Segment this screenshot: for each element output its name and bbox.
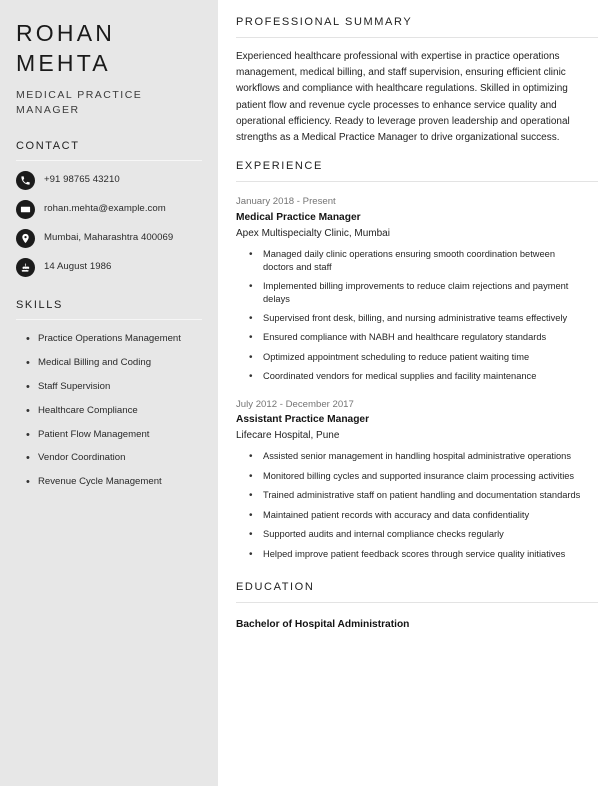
bullet-icon: • — [249, 312, 253, 324]
bullet-icon: • — [249, 548, 253, 560]
experience-bullet-text: Helped improve patient feedback scores through service quality initiatives — [263, 548, 566, 559]
candidate-job-title: MEDICAL PRACTICE MANAGER — [16, 88, 143, 116]
phone-icon — [16, 171, 35, 190]
list-item — [236, 331, 598, 346]
experience-bullet-list — [236, 248, 598, 385]
professional-summary-section — [236, 16, 598, 146]
bullet-icon: • — [249, 490, 253, 502]
main-content — [218, 0, 612, 792]
experience-divider — [236, 181, 598, 182]
contact-divider — [16, 160, 202, 161]
contact-heading: CONTACT — [16, 140, 80, 153]
contact-birthdate-value: 14 August 1986 — [44, 261, 112, 273]
experience-bullet-text: Optimized appointment scheduling to reduce patient waiting time — [263, 351, 530, 362]
experience-date: January 2018 - Present — [236, 196, 336, 208]
skill-label: Healthcare Compliance — [38, 404, 138, 416]
experience-date: July 2012 - December 2017 — [236, 398, 354, 410]
contact-location-value: Mumbai, Maharashtra 400069 — [44, 232, 174, 244]
list-item — [16, 380, 202, 395]
list-item — [16, 356, 202, 371]
experience-bullet-text: Maintained patient records with accuracy and data confidentiality — [263, 509, 530, 520]
bullet-icon: • — [26, 357, 30, 369]
bullet-icon: • — [249, 371, 253, 383]
experience-role: Medical Practice Manager — [236, 211, 361, 223]
list-item — [236, 528, 598, 543]
sidebar — [0, 0, 218, 786]
experience-bullet-list — [236, 450, 598, 562]
bullet-icon: • — [26, 380, 30, 393]
skill-label: Revenue Cycle Management — [38, 476, 162, 488]
spacer — [236, 146, 598, 160]
experience-bullet-text: Coordinated vendors for medical supplies and facility maintenance — [263, 371, 537, 382]
experience-bullet-text: Monitored billing cycles and supported insurance claim processing activities — [263, 470, 575, 481]
experience-company: Lifecare Hospital, Pune — [236, 430, 340, 442]
list-item — [16, 404, 202, 419]
bullet-icon: • — [249, 451, 253, 463]
list-item — [236, 548, 598, 563]
bullet-icon: • — [26, 333, 30, 346]
bullet-icon: • — [26, 452, 30, 465]
experience-company: Apex Multispecialty Clinic, Mumbai — [236, 227, 390, 239]
skill-label: Staff Supervision — [38, 380, 111, 392]
education-degree: Bachelor of Hospital Administration — [236, 619, 410, 631]
summary-divider — [236, 37, 598, 38]
experience-bullet-text: Managed daily clinic operations ensuring smooth coordination between doctors and staff — [263, 248, 555, 273]
skills-divider — [16, 319, 202, 320]
education-section — [236, 581, 598, 632]
contact-email-value: rohan.mehta@example.com — [44, 203, 166, 215]
contact-phone-value: +91 98765 43210 — [44, 174, 120, 186]
skills-section — [16, 299, 202, 490]
contact-item-location[interactable] — [16, 229, 202, 248]
bullet-icon: • — [249, 509, 253, 521]
experience-role: Assistant Practice Manager — [236, 414, 370, 426]
experience-bullet-text: Trained administrative staff on patient handling and documentation standards — [263, 490, 581, 501]
skills-heading: SKILLS — [16, 299, 63, 312]
list-item — [16, 332, 202, 347]
experience-section — [236, 160, 598, 562]
list-item — [236, 280, 598, 307]
contact-item-phone[interactable] — [16, 171, 202, 190]
contact-list — [16, 171, 202, 277]
skill-label: Medical Billing and Coding — [38, 357, 152, 368]
bullet-icon: • — [249, 332, 253, 344]
list-item — [236, 509, 598, 524]
list-item — [236, 248, 598, 275]
bullet-icon: • — [249, 351, 253, 363]
bullet-icon: • — [249, 529, 253, 541]
list-item — [236, 470, 598, 485]
list-item — [236, 351, 598, 366]
list-item — [16, 475, 202, 490]
education-heading: EDUCATION — [236, 581, 315, 594]
list-item — [16, 451, 202, 466]
summary-text: Experienced healthcare professional with expertise in practice operations management, medical billing, and staff supervision, ensuring efficient clinic workflows and compliance with healthcare regulations. Skilled in optimizing patient flow and revenue cycle processes to enhance service quality and operational efficiency. Ready to leverage proven leadership and operational strengths as a Medical Practice Manager to drive organizational success. — [236, 51, 570, 143]
experience-bullet-text: Implemented billing improvements to reduce claim rejections and payment delays — [263, 280, 569, 305]
skills-list — [16, 332, 202, 490]
list-item — [16, 428, 202, 443]
education-divider — [236, 602, 598, 603]
summary-heading: PROFESSIONAL SUMMARY — [236, 16, 413, 28]
bullet-icon: • — [26, 476, 30, 489]
experience-bullet-text: Ensured compliance with NABH and healthcare regulatory standards — [263, 332, 547, 343]
experience-entry — [236, 398, 598, 563]
skill-label: Practice Operations Management — [38, 333, 181, 345]
experience-bullet-text: Assisted senior management in handling hospital administrative operations — [263, 451, 572, 462]
bullet-icon: • — [26, 404, 30, 417]
bullet-icon: • — [249, 248, 253, 260]
contact-section — [16, 140, 202, 277]
list-item — [236, 489, 598, 504]
candidate-name: ROHAN MEHTA — [16, 20, 116, 77]
bullet-icon: • — [26, 428, 30, 441]
skill-label: Vendor Coordination — [38, 452, 126, 464]
skill-label: Patient Flow Management — [38, 428, 150, 440]
birthday-cake-icon — [16, 258, 35, 277]
bullet-icon: • — [249, 470, 253, 482]
experience-bullet-text: Supported audits and internal compliance checks regularly — [263, 529, 504, 540]
envelope-icon — [16, 200, 35, 219]
list-item — [236, 450, 598, 465]
spacer — [236, 567, 598, 581]
list-item — [236, 312, 598, 327]
contact-item-birthdate[interactable] — [16, 258, 202, 277]
experience-heading: EXPERIENCE — [236, 160, 323, 173]
experience-bullet-text: Supervised front desk, billing, and nursing administrative teams effectively — [263, 312, 568, 323]
location-pin-icon — [16, 229, 35, 248]
experience-entry — [236, 195, 598, 385]
list-item — [236, 370, 598, 385]
bullet-icon: • — [249, 280, 253, 292]
contact-item-email[interactable] — [16, 200, 202, 219]
